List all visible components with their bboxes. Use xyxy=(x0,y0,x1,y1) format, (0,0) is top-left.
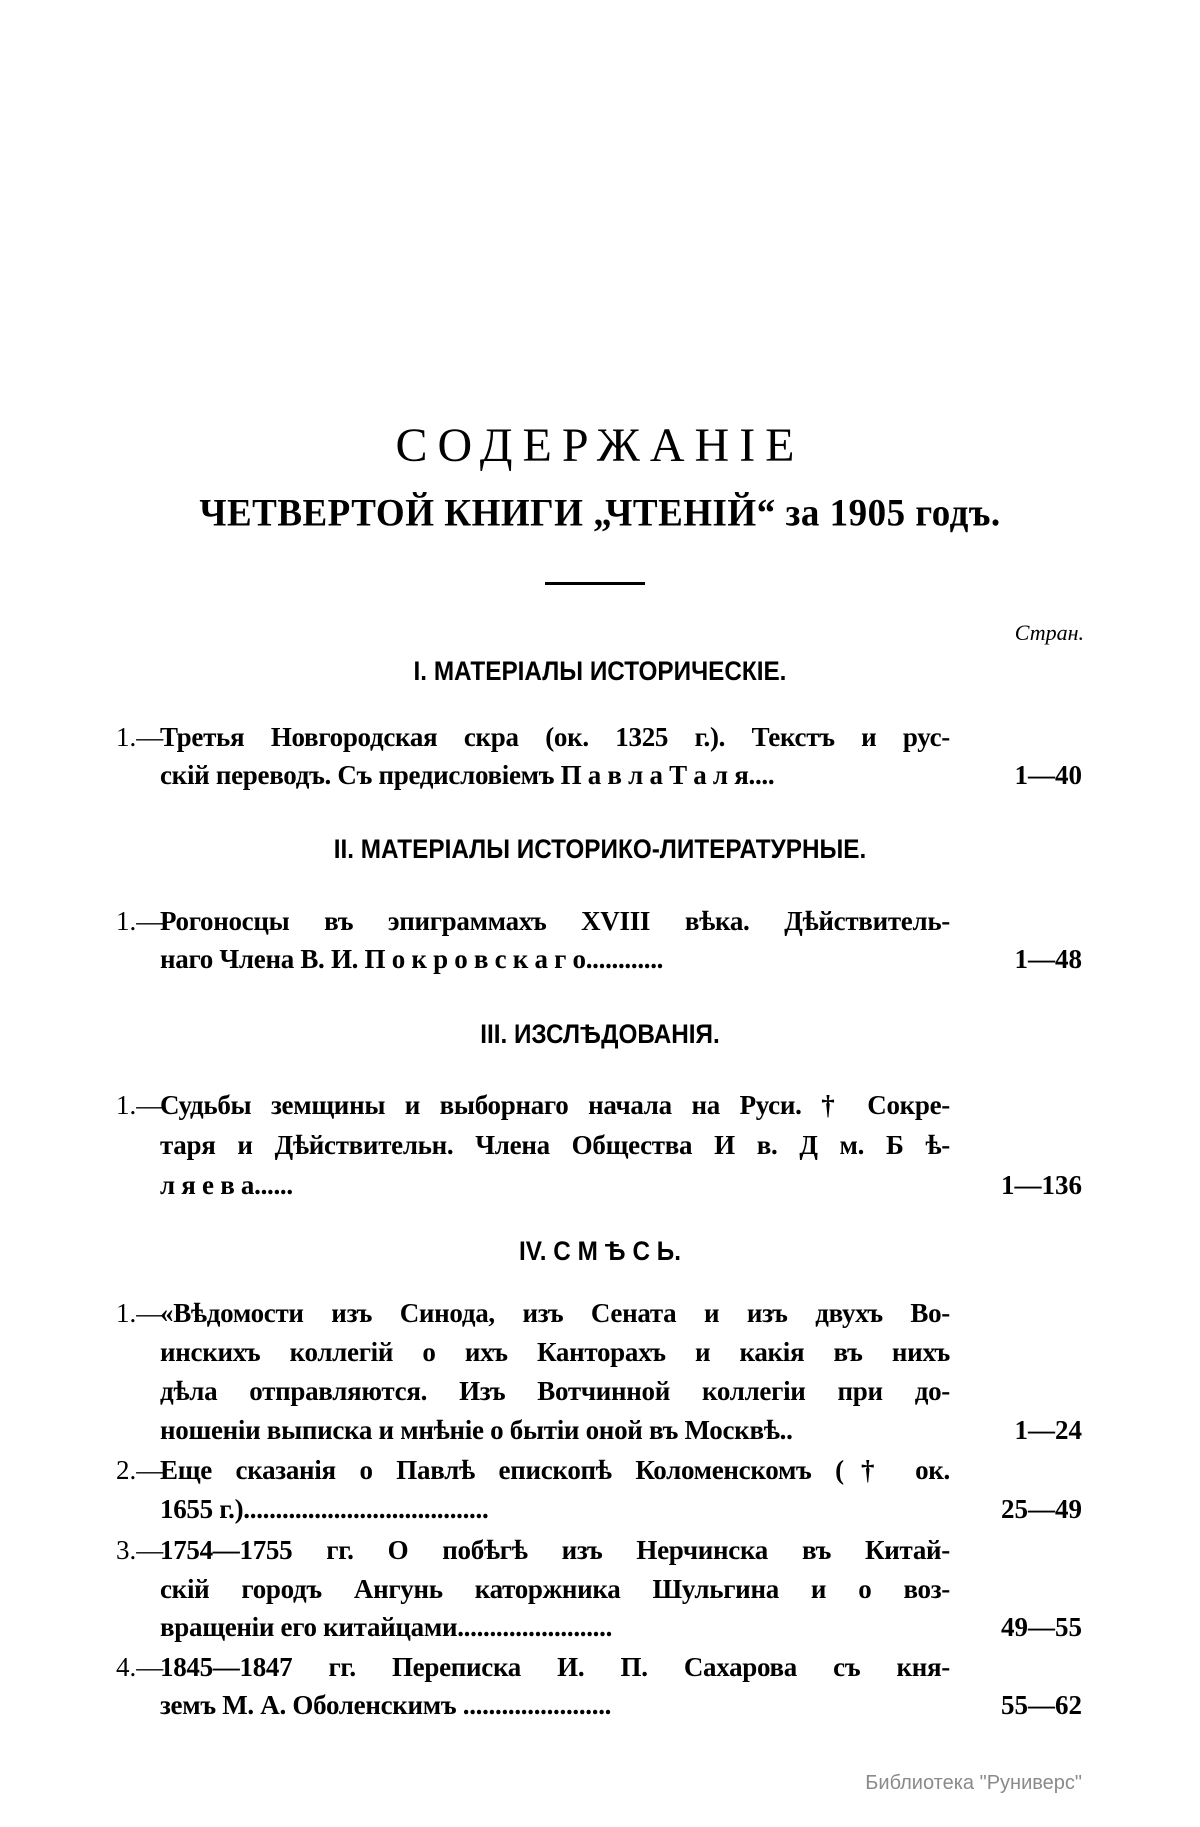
entry-pages: 25—49 xyxy=(1001,1494,1082,1524)
entry-line: 1845—1847 гг. Переписка И. П. Сахарова съ кня- xyxy=(160,1652,950,1682)
entry-line: «Вѣдомости изъ Синода, изъ Сената и изъ двухъ Во- xyxy=(160,1298,950,1328)
entry-pages: 1—40 xyxy=(1014,760,1082,790)
entry-pages: 1—136 xyxy=(1001,1170,1082,1200)
section-heading: II. МАТЕРІАЛЫ ИСТОРИКО-ЛИТЕРАТУРНЫЕ. xyxy=(333,834,867,864)
entry-line: инскихъ коллегій о ихъ Канторахъ и какія въ нихъ xyxy=(160,1337,950,1367)
entry-pages: 1—24 xyxy=(1014,1415,1082,1445)
entry-number: 1.— xyxy=(116,906,164,936)
entry-line: ношеніи выписка и мнѣніе о бытіи оной въ Москвѣ.. xyxy=(160,1415,793,1445)
section-heading: III. ИЗСЛѢДОВАНІЯ. xyxy=(480,1019,720,1049)
section-heading: IV. С М Ѣ С Ь. xyxy=(519,1236,681,1266)
entry-number: 2.— xyxy=(116,1455,164,1485)
entry-line: скій городъ Ангунь каторжника Шульгина и о воз- xyxy=(160,1574,950,1604)
pages-column-header: Стран. xyxy=(1014,620,1084,645)
entry-number: 3.— xyxy=(116,1535,164,1565)
entry-number: 4.— xyxy=(116,1652,164,1682)
section-heading: I. МАТЕРІАЛЫ ИСТОРИЧЕСКІЕ. xyxy=(413,656,787,686)
entry-pages: 1—48 xyxy=(1014,944,1082,974)
entry-line: 1754—1755 гг. О побѣгѣ изъ Нерчинска въ Китай- xyxy=(160,1535,950,1565)
entry-line: 1655 г.)...................................... xyxy=(160,1494,489,1524)
library-watermark: Библиотека "Руниверс" xyxy=(865,1772,1082,1794)
entry-number: 1.— xyxy=(116,1298,164,1328)
entry-pages: 49—55 xyxy=(1001,1612,1082,1642)
entry-line: дѣла отправляются. Изъ Вотчинной коллегіи при до- xyxy=(160,1376,950,1406)
entry-line: таря и Дѣйствительн. Члена Общества И в. Д м. Б ѣ- xyxy=(160,1130,950,1160)
entry-line: л я е в а...... xyxy=(160,1170,293,1200)
page-subtitle: ЧЕТВЕРТОЙ КНИГИ „ЧТЕНІЙ“ за 1905 годъ. xyxy=(199,491,1001,536)
entry-line: наго Члена В. И. П о к р о в с к а г о............ xyxy=(160,944,664,974)
entry-line: Еще сказанія о Павлѣ епископѣ Коломенскомъ († ок. xyxy=(160,1455,950,1485)
entry-line: вращеніи его китайцами........................ xyxy=(160,1612,613,1642)
divider-rule xyxy=(545,582,645,585)
entry-line: скій переводъ. Съ предисловіемъ П а в л а Т а л я.... xyxy=(160,760,775,790)
entry-line: Судьбы земщины и выборнаго начала на Руси. † Сокре- xyxy=(160,1090,950,1120)
entry-line: Третья Новгородская скра (ок. 1325 г.). Текстъ и рус- xyxy=(160,722,950,752)
entry-number: 1.— xyxy=(116,722,164,752)
entry-pages: 55—62 xyxy=(1001,1690,1082,1720)
entry-number: 1.— xyxy=(116,1090,164,1120)
entry-line: Рогоносцы въ эпиграммахъ XVIII вѣка. Дѣйствитель- xyxy=(160,906,950,936)
entry-line: земъ М. А. Оболенскимъ ....................... xyxy=(160,1690,612,1720)
page-title: СОДЕРЖАНІЕ xyxy=(395,419,805,472)
